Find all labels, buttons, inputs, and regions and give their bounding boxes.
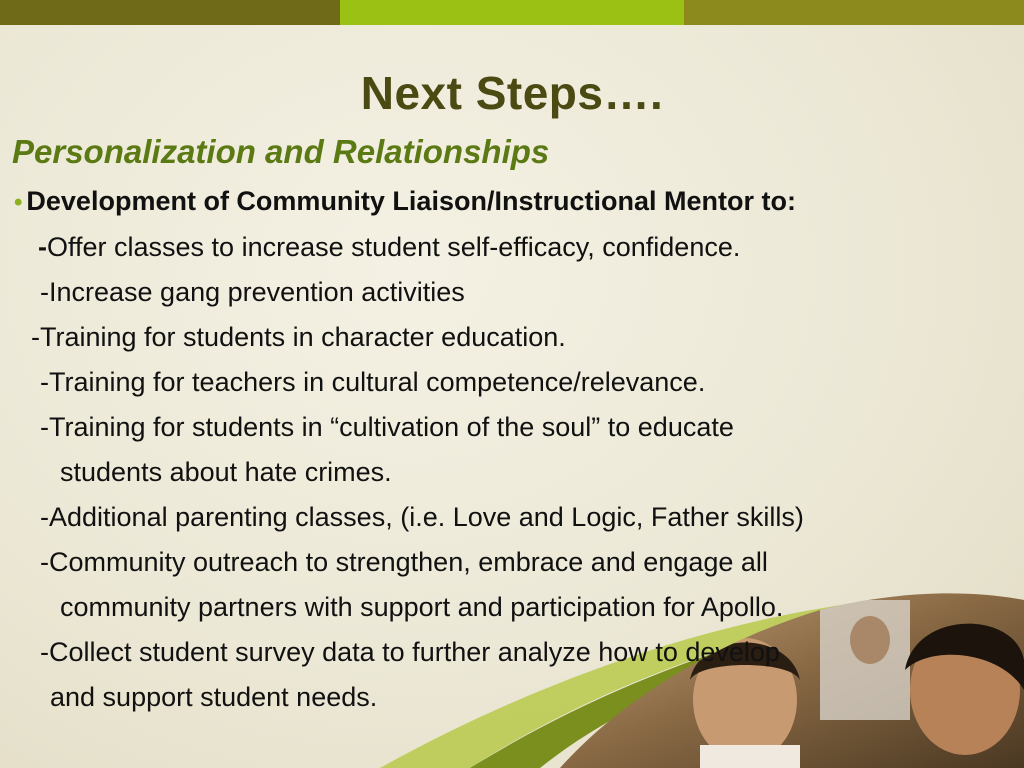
list-line: -Training for students in “cultivation of the soul” to educate [40,412,734,442]
list-line: and support student needs. [50,682,378,712]
list-line: -Increase gang prevention activities [40,277,465,307]
list-line: community partners with support and participation for Apollo. [60,592,784,622]
list-line: -Collect student survey data to further analyze how to develop [40,637,780,667]
list-line-prefix: - [38,232,47,262]
list-line: -Community outreach to strengthen, embrace and engage all [40,547,768,577]
bullet-text: Development of Community Liaison/Instructional Mentor to: [26,186,796,216]
list-line-text: Offer classes to increase student self-efficacy, confidence. [47,232,741,262]
list-line: -Training for teachers in cultural competence/relevance. [40,367,706,397]
list-line: -Additional parenting classes, (i.e. Love and Logic, Father skills) [40,502,804,532]
bullet-icon: • [14,189,23,216]
list-line: -Training for students in character education. [31,322,566,352]
slide-title: Next Steps…. [360,67,664,119]
slide-subtitle: Personalization and Relationships [12,133,550,170]
list-line [38,232,740,263]
bullet-item [14,186,796,217]
list-line: students about hate crimes. [60,457,392,487]
